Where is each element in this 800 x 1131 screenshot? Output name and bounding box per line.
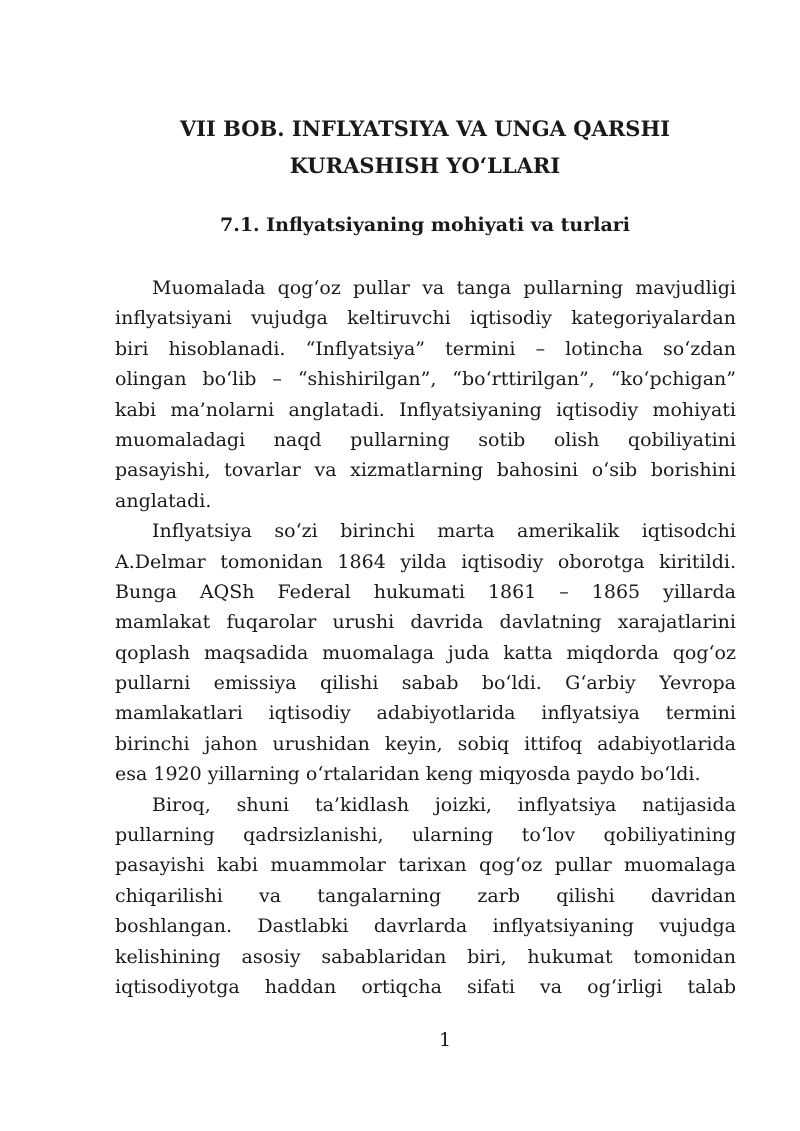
page-number: 1 [438,1029,452,1051]
paragraph-line: muomaladagi naqd pullarning sotib olish qobiliyatini [115,428,736,451]
paragraph-line: esa 1920 yillarning o‘rtalaridan keng miqyosda paydo bo‘ldi. [115,763,701,786]
body-text [115,273,736,1002]
paragraph-line: qoplash maqsadida muomalaga juda katta miqdorda qog‘oz [115,641,736,664]
paragraph-line: A.Delmar tomonidan 1864 yilda iqtisodiy oborotga kiritildi. [115,550,736,573]
paragraph-line: mamlakat fuqarolar urushi davrida davlatning xarajatlarini [115,611,736,634]
paragraph-line: Biroq, shuni ta’kidlash joizki, inflyatsiya natijasida [152,793,736,816]
paragraph-line: kabi ma’nolarni anglatadi. Inflyatsiyaning iqtisodiy mohiyati [115,398,736,421]
paragraph-line: inflyatsiyani vujudga keltiruvchi iqtisodiy kategoriyalardan [115,307,736,330]
paragraph-line: anglatadi. [115,489,212,512]
section-title: 7.1. Inflyatsiyaning mohiyati va turlari [219,214,631,236]
paragraph-line: pasayishi kabi muammolar tarixan qog‘oz pullar muomalaga [115,854,736,877]
chapter-title-line-1: VII BOB. INFLYATSIYA VA UNGA QARSHI [179,116,671,141]
paragraph-line: pullarning qadrsizlanishi, ularning to‘lov qobiliyatining [115,824,736,847]
chapter-title [100,110,750,184]
paragraph-3 [115,790,736,1003]
paragraph-line: boshlangan. Dastlabki davrlarda inflyatsiyaning vujudga [115,915,736,938]
paragraph-2 [115,516,736,790]
chapter-title-line-2: KURASHISH YO‘LLARI [289,153,561,178]
paragraph-line: Bunga AQSh Federal hukumati 1861 – 1865 yillarda [115,580,736,603]
paragraph-line: Muomalada qog‘oz pullar va tanga pullarning mavjudligi [152,277,736,299]
paragraph-line: chiqarilishi va tangalarning zarb qilishi davridan [115,884,736,907]
paragraph-line: kelishining asosiy sabablaridan biri, hukumat tomonidan [115,945,736,968]
paragraph-line: pasayishi, tovarlar va xizmatlarning bahosini o‘sib borishini [115,459,736,482]
paragraph-line: birinchi jahon urushidan keyin, sobiq ittifoq adabiyotlarida [115,732,736,755]
paragraph-line: biri hisoblanadi. “Inflyatsiya” termini – lotincha so‘zdan [115,337,736,360]
paragraph-line: iqtisodiyotga haddan ortiqcha sifati va og‘irligi talab [115,975,736,998]
paragraph-line: Inflyatsiya so‘zi birinchi marta amerikalik iqtisodchi [152,520,736,543]
paragraph-1 [115,273,736,516]
paragraph-line: pullarni emissiya qilishi sabab bo‘ldi. G‘arbiy Yevropa [115,672,736,695]
paragraph-line: mamlakatlari iqtisodiy adabiyotlarida inflyatsiya termini [115,702,736,725]
paragraph-line: olingan bo‘lib – “shishirilgan”, “bo‘rttirilgan”, “ko‘pchigan” [115,368,736,391]
